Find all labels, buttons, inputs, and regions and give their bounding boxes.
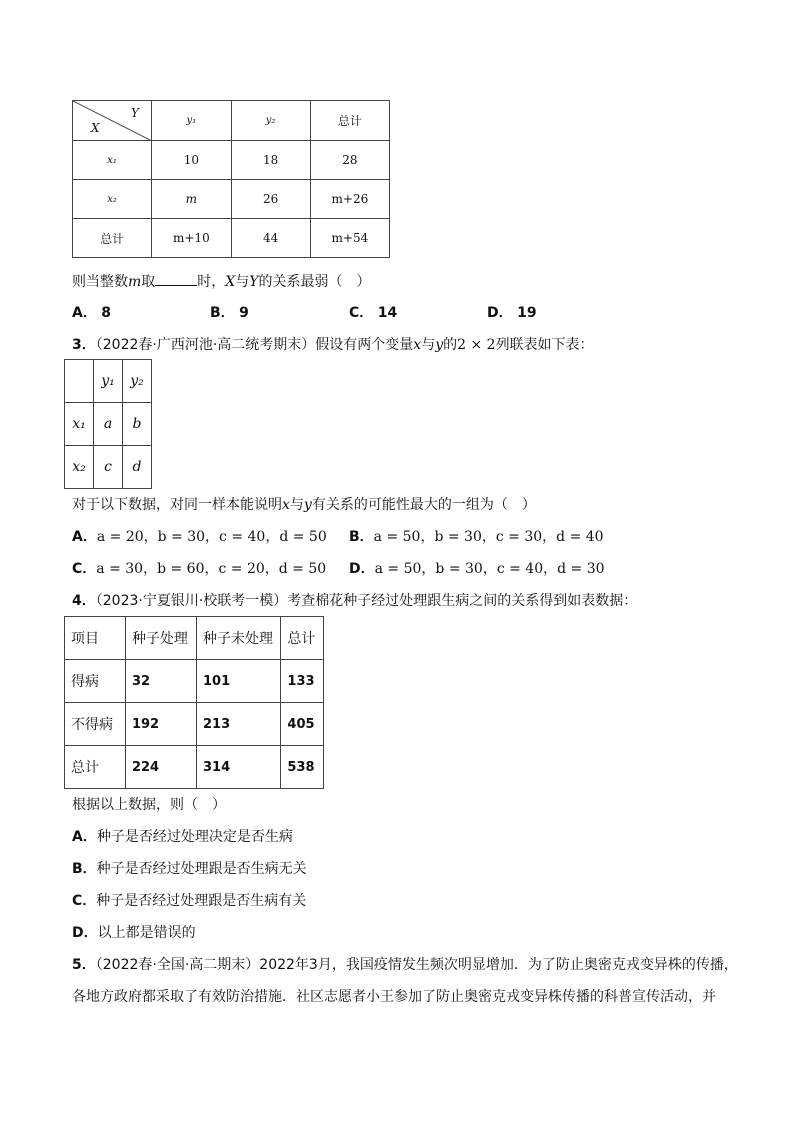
row-header: 总计 [73,219,152,258]
q2-option-c [349,303,397,323]
q3-question-text: 对于以下数据，对同一样本能说明 [72,497,282,513]
table-cell: 224 [125,746,196,789]
option-letter: B． [210,305,235,321]
table-cell: m+54 [310,219,389,258]
option-letter: B． [72,861,97,877]
option-text: 种子是否经过处理决定是否生病 [96,829,293,845]
q4-question: 根据以上数据，则（ ） [72,797,226,813]
row-header: 总计 [65,746,126,789]
col-header: y₂ [231,101,310,141]
option-text: 14 [377,305,398,321]
q2-var-y: Y [249,274,259,290]
q4-option-c [72,891,306,911]
option-text: 9 [239,305,249,321]
table-corner-cell [65,360,94,403]
q3-option-d [349,559,605,579]
q2-stem [72,271,371,292]
table-cell: 10 [152,141,231,180]
contingency-table-xy [72,100,390,258]
q2-stem-text: 则当整数 [72,274,128,290]
table-cell: d [123,446,152,489]
option-text: 种子是否经过处理跟是否生病无关 [96,861,307,877]
row-header: x₂ [73,180,152,219]
question-source: （2022春·广西河池·高二统考期末） [95,337,316,353]
q3-dims: 2 × 2 [457,337,496,353]
table-cell: 26 [231,180,310,219]
col-header: 总计 [281,617,324,660]
q2-option-d [487,303,537,323]
option-letter: A． [72,529,97,545]
option-letter: A． [72,305,97,321]
row-header: 得病 [65,660,126,703]
q2-stem-text: 的关系最弱（ ） [258,274,371,290]
col-header: y₁ [94,360,123,403]
option-text: a = 50，b = 30，c = 30，d = 40 [373,529,604,545]
option-text: a = 30，b = 60，c = 20，d = 50 [96,561,327,577]
q5-line2: 各地方政府都采取了有效防治措施．社区志愿者小王参加了防止奥密克戎变异株传播的科普宣传活动，并 [72,989,716,1005]
q4-option-a [72,827,293,847]
table-cell: 44 [231,219,310,258]
q3-var-x: x [413,337,422,353]
table-cell: 133 [281,660,324,703]
q5-line1 [72,955,738,975]
table-cell: c [94,446,123,489]
row-header: x₁ [73,141,152,180]
seed-treatment-table [64,616,324,789]
q3-var-x: x [282,497,290,513]
table-corner-cell [73,101,152,141]
corner-y-label: Y [131,106,139,120]
q3-stem-text: 假设有两个变量 [315,337,414,353]
table-cell: b [123,403,152,446]
q3-var-y: y [435,337,444,353]
option-text: 19 [517,305,537,321]
option-letter: C． [72,893,97,909]
table-cell: m+10 [152,219,231,258]
answer-blank [155,271,197,286]
q2-stem-text: 取 [141,274,156,290]
table-cell: 213 [197,703,281,746]
q3-option-b [349,527,604,547]
option-letter: B． [349,529,374,545]
q2-stem-text: 与 [235,274,250,290]
table-cell: 101 [197,660,281,703]
question-number: 4． [72,593,96,609]
table-cell: 28 [310,141,389,180]
diagonal-line [73,101,152,141]
q3-option-c [72,559,326,579]
row-header: x₁ [65,403,94,446]
q3-question [72,495,536,515]
option-text: 以上都是错误的 [97,925,196,941]
col-header: 种子未处理 [197,617,281,660]
option-text: 种子是否经过处理跟是否生病有关 [96,893,307,909]
q3-option-a [72,527,327,547]
q3-stem-text: 与 [421,337,436,353]
col-header: y₂ [123,360,152,403]
contingency-table-2x2 [64,359,152,489]
q4-stem [72,591,637,611]
q3-var-y: y [303,497,312,513]
question-number: 5． [72,957,96,973]
question-source: （2023·宁夏银川·校联考一模） [95,593,288,609]
q2-var-x: X [225,274,236,290]
q3-stem-text: 列联表如下表： [495,337,594,353]
q2-stem-text: 时， [197,274,226,290]
option-letter: A． [72,829,97,845]
option-letter: C． [72,561,97,577]
option-letter: D． [349,561,375,577]
option-letter: C． [349,305,374,321]
q4-option-d [72,923,196,943]
option-text: 8 [101,305,112,321]
table-cell: 32 [125,660,196,703]
row-header: 不得病 [65,703,126,746]
option-letter: D． [487,305,513,321]
question-number: 3． [72,337,96,353]
table-cell: m+26 [310,180,389,219]
q2-option-b [210,303,249,323]
q4-option-b [72,859,307,879]
q3-stem-text: 的 [443,337,458,353]
table-cell: 405 [281,703,324,746]
q3-question-text: 有关系的可能性最大的一组为（ ） [311,497,536,513]
table-cell: 192 [125,703,196,746]
table-cell: a [94,403,123,446]
q5-text: 2022年3月，我国疫情发生频次明显增加．为了防止奥密克戎变异株的传播， [259,957,738,973]
table-cell: 538 [281,746,324,789]
col-header: 种子处理 [125,617,196,660]
q2-var-m: m [128,274,142,290]
col-header: y₁ [152,101,231,141]
corner-x-label: X [91,121,100,135]
option-text: a = 50，b = 30，c = 40，d = 30 [374,561,605,577]
table-cell: 18 [231,141,310,180]
table-cell: 314 [197,746,281,789]
option-letter: D． [72,925,98,941]
q2-option-a [72,303,111,323]
table-cell: m [152,180,231,219]
row-header: x₂ [65,446,94,489]
col-header: 总计 [310,101,389,141]
col-header: 项目 [65,617,126,660]
q3-question-text: 与 [289,497,304,513]
q3-stem [72,335,594,355]
option-text: a = 20，b = 30，c = 40，d = 50 [96,529,327,545]
q4-stem-text: 考查棉花种子经过处理跟生病之间的关系得到如表数据： [287,593,638,609]
question-source: （2022春·全国·高二期末） [95,957,260,973]
